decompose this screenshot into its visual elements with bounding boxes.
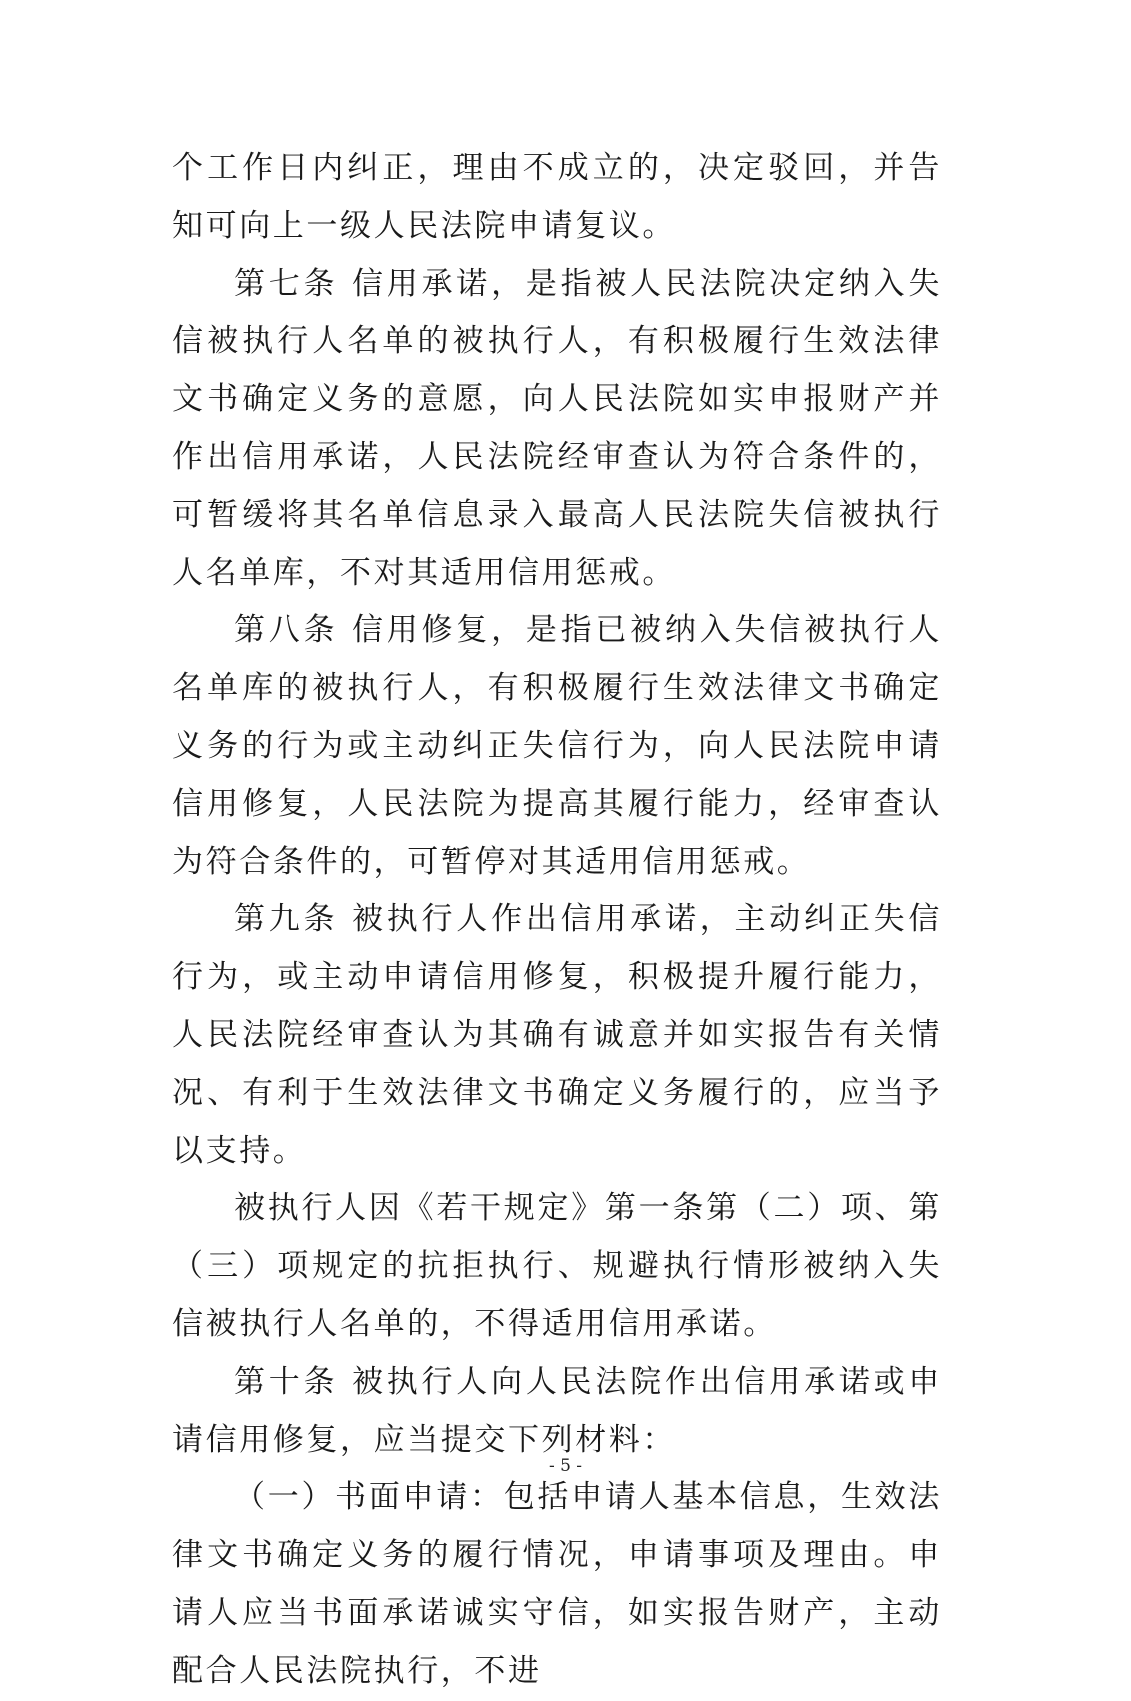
paragraph-article-10: 第十条 被执行人向人民法院作出信用承诺或申请信用修复，应当提交下列材料： [172,1363,942,1458]
paragraph-article-9-exception: 被执行人因《若干规定》第一条第（二）项、第（三）项规定的抗拒执行、规避执行情形被纳入失信被执行人名单的，不得适用信用承诺。 [172,1190,942,1342]
paragraph-article-9: 第九条 被执行人作出信用承诺，主动纠正失信行为，或主动申请信用修复，积极提升履行能力，人民法院经审查认为其确有诚意并如实报告有关情况、有利于生效法律文书确定义务履行的，应当予以支持。 [172,901,942,1169]
page-number: - 5 - [548,1456,583,1476]
paragraph-article-8: 第八条 信用修复，是指已被纳入失信被执行人名单库的被执行人，有积极履行生效法律文书确定义务的行为或主动纠正失信行为，向人民法院申请信用修复，人民法院为提高其履行能力，经审查认为符合条件的，可暂停对其适用信用惩戒。 [172,612,942,880]
paragraph-article-10-item-1: （一）书面申请：包括申请人基本信息，生效法律文书确定义务的履行情况，申请事项及理由。申请人应当书面承诺诚实守信，如实报告财产，主动配合人民法院执行，不进 [172,1479,942,1689]
paragraph-continuation: 个工作日内纠正，理由不成立的，决定驳回，并告知可向上一级人民法院申请复议。 [172,150,942,244]
paragraph-article-7: 第七条 信用承诺，是指被人民法院决定纳入失信被执行人名单的被执行人，有积极履行生效法律文书确定义务的意愿，向人民法院如实申报财产并作出信用承诺，人民法院经审查认为符合条件的，可暂缓将其名单信息录入最高人民法院失信被执行人名单库，不对其适用信用惩戒。 [172,265,942,591]
